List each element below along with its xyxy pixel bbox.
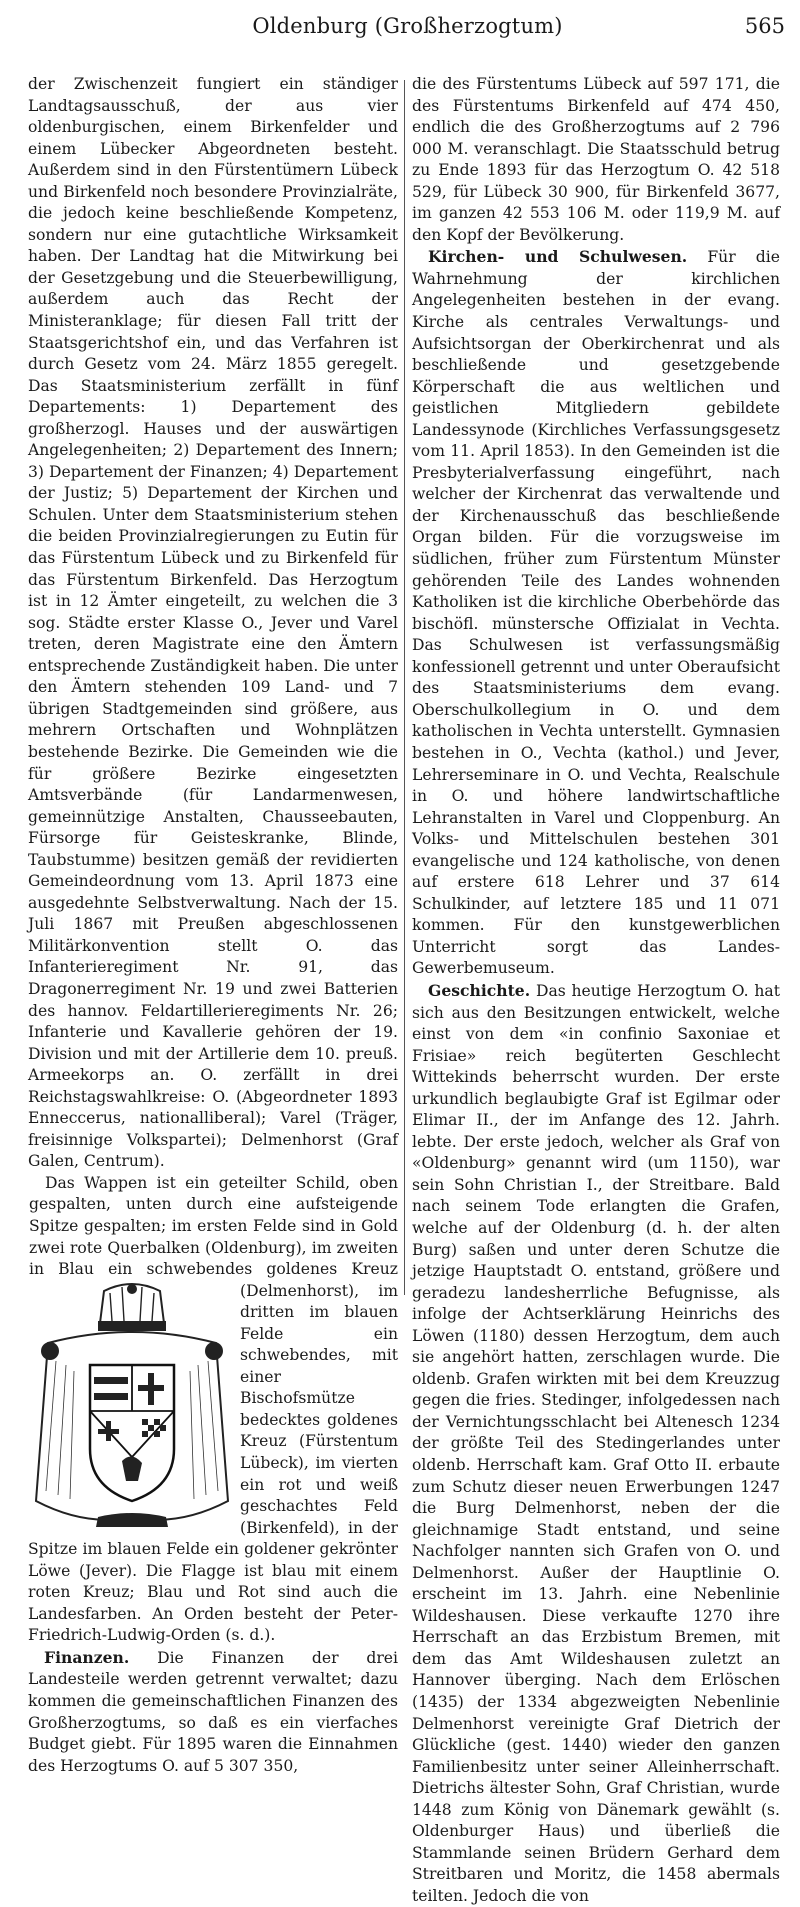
history-text: Das heutige Herzogtum O. hat sich aus den Besitzungen entwickelt, welche einst von dem «in confinio Saxoniae et Frisiae» reich begüterten Geschlecht Wittekinds beherrscht wurden. Der erste urkundlich beglaubigte Graf ist Egilmar oder Elimar II., der im Anfange des 12. Jahrh. lebte. Der erste jedoch, welcher als Graf von «Oldenburg» genannt wird (um 1150), war sein Sohn Christian I., der Streitbare. Bald nach seinem Tode erlangten die Grafen, welche auf der Oldenburg (d. h. der alten Burg) saßen und unter deren Schutze die jetzige Hauptstadt O. entstand, größere und geradezu landesherrliche Befugnisse, als infolge der Achtserklärung Heinrichs des Löwen (1180) dessen Herzogtum, dem auch sie angehört hatten, zerschlagen wurde. Die oldenb. Grafen wirkten mit bei dem Kreuzzug gegen die fries. Stedinger, infolgedessen nach der Vernichtungsschlacht bei Altenesch 1234 der größte Teil des Stedingerlandes unter oldenb. Herrschaft kam. Graf Otto II. erbaute zum Schutz dieser neuen Erwerbungen 1247 die Burg Delmenhorst, neben der die gleichnamige Stadt entstand, und seine Nachfolger nannten sich Grafen von O. und Delmenhorst. Außer der Hauptlinie O. erscheint im 13. Jahrh. eine Nebenlinie Wildeshausen. Diese verkaufte 1270 ihre Herrschaft an das Erzbistum Bremen, mit dem das Amt Wildeshausen zuletzt an Hannover überging. Nach dem Erlöschen (1435) der 1334 abgezweigten Nebenlinie Delmenhorst vereinigte Graf Dietrich der Glückliche (gest. 1440) wieder den ganzen Familienbesitz unter seiner Alleinherrschaft. Dietrichs ältester Sohn, Graf Christian, wurde 1448 zum König von Dänemark gewählt (s. Oldenburger Haus) und überließ die Stammlande seinen Brüdern Gerhard dem Streitbaren und Moritz, die 1458 abermals teilten. Jedoch die von [412, 981, 780, 1905]
heading-history: Geschichte. [428, 980, 531, 1000]
heading-finances: Finanzen. [44, 1647, 130, 1667]
heading-church-school: Kirchen- und Schulwesen. [428, 247, 688, 267]
paragraph-budget: die des Fürstentums Lübeck auf 597 171, die des Fürstentums Birkenfeld auf 474 450, endlich die des Großherzogtums auf 2 796 000 M. veranschlagt. Die Staatsschuld betrug zu Ende 1893 für das Herzogtum O. 42 518 529, für Lübeck 30 900, für Birkenfeld 3677, im ganzen 42 553 106 M. oder 119,9 M. auf den Kopf der Bevölkerung. [412, 75, 780, 244]
column-divider [404, 80, 405, 1295]
paragraph-history [412, 980, 780, 1907]
paragraph-church-school [412, 246, 780, 980]
coat-of-arms-icon [28, 1281, 236, 1533]
finances-text: Die Finanzen der drei Landesteile werden getrennt verwaltet; dazu kommen die gemeinschaftlichen Finanzen des Großherzogtums, so daß es ein vierfaches Budget giebt. Für 1895 waren die Einnahmen des Herzogtums O. auf 5 307 350, [28, 1648, 398, 1775]
church-school-text: Für die Wahrnehmung der kirchlichen Angelegenheiten bestehen in der evang. Kirche als centrales Verwaltungs- und Aufsichtsorgan der Oberkirchenrat und als beschließende und gesetzgebende Körperschaft die aus weltlichen und geistlichen Mitgliedern gebildete Landessynode (Kirchliches Verfassungsgesetz vom 11. April 1853). In den Gemeinden ist die Presbyterialverfassung eingeführt, nach welcher der Kirchenrat das verwaltende und der Kirchenausschuß das beschließende Organ bilden. Für die vorzugsweise im südlichen, früher zum Fürstentum Münster gehörenden Teile des Landes wohnenden Katholiken ist die kirchliche Oberbehörde das bischöfl. münstersche Offizialat in Vechta. Das Schulwesen ist verfassungsmäßig konfessionell getrennt und unter Oberaufsicht des Staatsministeriums dem evang. Oberschulkollegium in O. und dem katholischen in Vechta unterstellt. Gymnasien bestehen in O., Vechta (kathol.) und Jever, Lehrerseminare in O. und Vechta, Realschule in O. und höhere landwirtschaftliche Lehranstalten in Varel und Cloppenburg. An Volks- und Mittelschulen bestehen 301 evangelische und 124 katholische, von denen auf erstere 618 Lehrer und 37 614 Schulkinder, auf letztere 185 und 11 071 kommen. Für den kunstgewerblichen Unterricht sorgt das Landes-Gewerbemuseum. [412, 248, 780, 978]
right-column [412, 74, 780, 1907]
page-number: 565 [744, 14, 785, 38]
page-header [30, 14, 785, 48]
paragraph-administration: der Zwischenzeit fungiert ein ständiger Landtagsausschuß, der aus vier oldenburgischen, einem Birkenfelder und einem Lübecker Abgeordneten besteht. Außerdem sind in den Fürstentümern Lübeck und Birkenfeld noch besondere Provinzialräte, die jedoch keine beschließende Kompetenz, sondern nur eine gutachtliche Wirksamkeit haben. Der Landtag hat die Mitwirkung bei der Gesetzgebung und die Steuerbewilligung, außerdem auch das Recht der Ministeranklage; für diesen Fall tritt der Staatsgerichtshof ein, und das Verfahren ist durch Gesetz vom 24. März 1855 geregelt. Das Staatsministerium zerfällt in fünf Departements: 1) Departement des großherzogl. Hauses und der auswärtigen Angelegenheiten; 2) Departement des Innern; 3) Departement der Finanzen; 4) Departement der Justiz; 5) Departement der Kirchen und Schulen. Unter dem Staatsministerium stehen die beiden Provinzialregierungen zu Eutin für das Fürstentum Lübeck und zu Birkenfeld für das Fürstentum Birkenfeld. Das Herzogtum ist in 12 Ämter eingeteilt, zu welchen die 3 sog. Städte erster Klasse O., Jever und Varel treten, deren Magistrate eine den Ämtern entsprechende Zuständigkeit haben. Die unter den Ämtern stehenden 109 Land- und 7 übrigen Stadtgemeinden sind größere, aus mehrern Ortschaften und Wohnplätzen bestehende Bezirke. Die Gemeinden wie die für größere Bezirke eingesetzten Amtsverbände (für Landarmenwesen, gemeinnützige Anstalten, Chausseebauten, Fürsorge für Geisteskranke, Blinde, Taubstumme) besitzen gemäß der revidierten Gemeindeordnung vom 13. April 1873 eine ausgedehnte Selbstverwaltung. Nach der 15. Juli 1867 mit Preußen abgeschlossenen Militärkonvention stellt O. das Infanterieregiment Nr. 91, das Dragonerregiment Nr. 19 und zwei Batterien des hannov. Feldartillerieregiments Nr. 26; Infanterie und Kavallerie gehören der 19. Division und mit der Artillerie dem 10. preuß. Armeekorps an. O. zerfällt in drei Reichstagswahlkreise: O. (Abgeordneter 1893 Enneccerus, nationalliberal); Varel (Träger, freisinnige Volkspartei); Delmenhorst (Graf Galen, Centrum). [28, 75, 398, 1171]
paragraph-finances [28, 1647, 398, 1777]
page-title: Oldenburg (Großherzogtum) [252, 14, 563, 38]
coat-of-arms-text: Das Wappen ist ein geteilter Schild, oben gespalten, unten durch eine aufsteigende Spitze gespalten; im ersten Felde sind in Gold zwei rote Querbalken (Oldenburg), im zweiten in Blau ein schwebendes goldenes Kreuz (Delmenhorst), im dritten im blauen Felde ein schwebendes, mit einer Bischofsmütze bedecktes goldenes Kreuz (Fürstentum Lübeck), im vierten ein rot und weiß geschachtes Feld (Birkenfeld), in der Spitze im blauen Felde ein goldener gekrönter Löwe (Jever). Die Flagge ist blau mit einem roten Kreuz; Blau und Rot sind auch die Landesfarben. An Orden besteht der Peter-Friedrich-Ludwig-Orden (s. d.). [28, 1173, 398, 1645]
